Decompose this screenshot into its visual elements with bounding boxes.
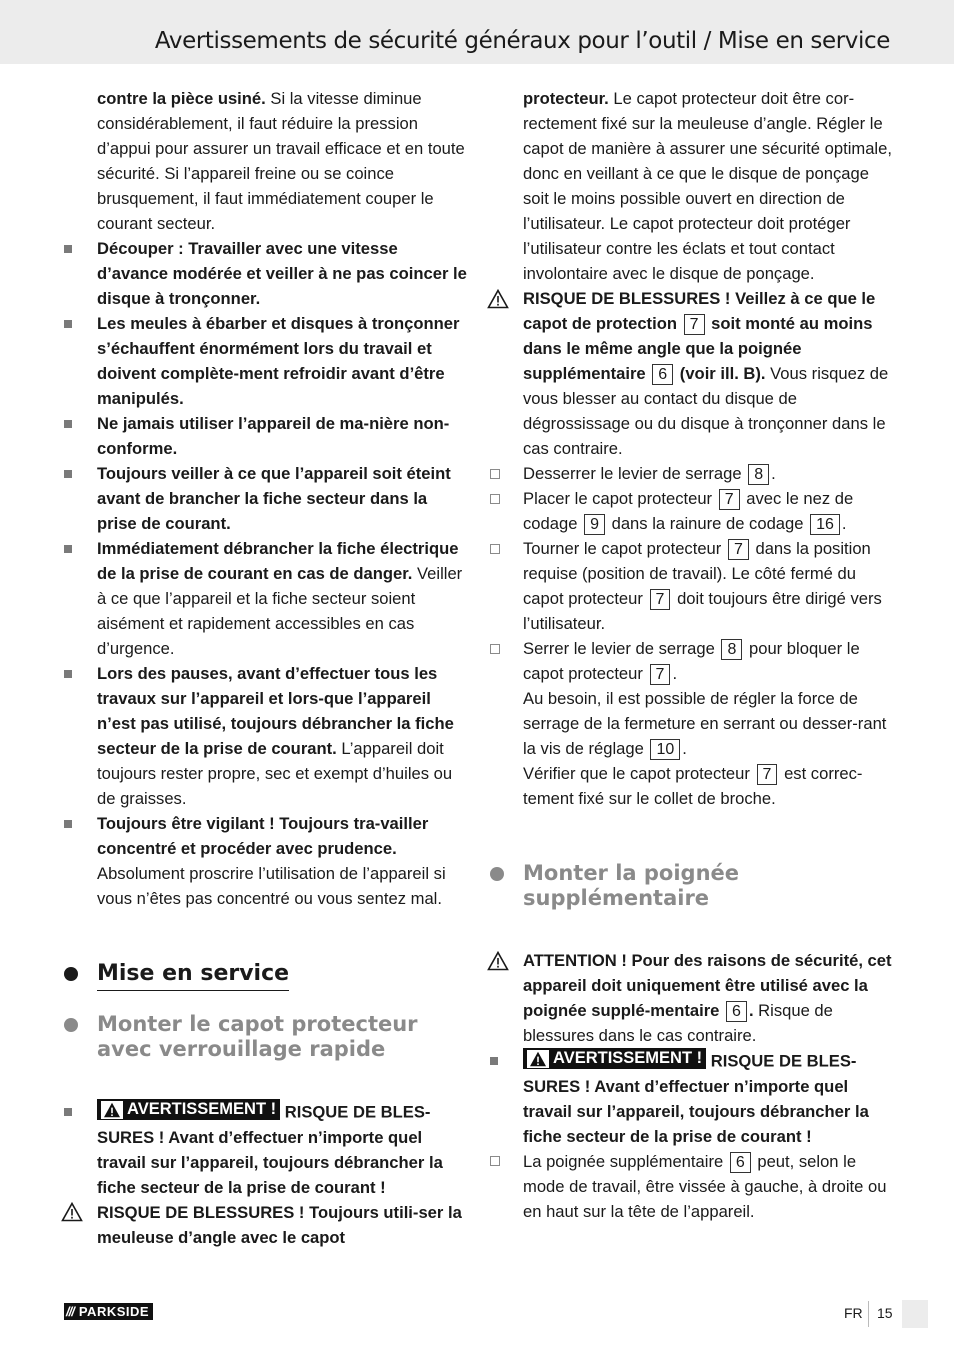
body-text: pour bloquer le capot protecteur — [523, 639, 860, 683]
bold-text: Immédiatement débrancher la fiche électrique de la prise de courant en cas de danger. — [97, 539, 459, 583]
warning-item — [61, 1099, 471, 1200]
badge-label: AVERTISSEMENT ! — [127, 1100, 277, 1118]
logo-slashes: /// — [66, 1304, 74, 1319]
part-reference: 6 — [652, 364, 673, 385]
bullet-item — [61, 311, 471, 411]
part-reference: 6 — [730, 1152, 751, 1173]
part-reference: 6 — [726, 1001, 747, 1022]
footer-tab-marker — [902, 1300, 928, 1328]
bold-text: contre la pièce usiné. — [97, 89, 266, 108]
bold-text: RISQUE DE BLESSURES ! Veillez à ce que le capot de protection — [523, 289, 876, 333]
bold-text: RISQUE DE BLES-SURES ! Avant d’effectuer n’importe quel travail sur l’appareil, toujours débrancher la fiche secteur de la prise de courant ! — [523, 1051, 869, 1146]
square-bullet-icon — [490, 1057, 498, 1065]
left-column — [61, 86, 471, 1250]
body-text: avec le nez de codage — [523, 489, 854, 533]
body-text: dans la rainure de codage — [606, 514, 804, 533]
body-text: Risque de blessures dans le cas contraire. — [523, 1001, 833, 1045]
right-column — [487, 86, 897, 1224]
checkbox-step-icon — [490, 494, 500, 504]
bold-text: Toujours veiller à ce que l’appareil soit éteint avant de brancher la fiche secteur dans la prise de courant. — [97, 464, 451, 533]
body-text: Desserrer le levier de serrage — [523, 464, 742, 483]
step-item — [487, 486, 897, 536]
body-text: Placer le capot protecteur — [523, 489, 713, 508]
body-text: Serrer le levier de serrage — [523, 639, 715, 658]
square-bullet-icon — [64, 245, 72, 253]
body-text: . — [771, 464, 776, 483]
square-bullet-icon — [64, 420, 72, 428]
warning-item — [487, 286, 897, 461]
part-reference: 16 — [810, 514, 840, 535]
warning-triangle-icon — [487, 289, 509, 309]
bold-text: Découper : Travailler avec une vitesse d’avance modérée et veiller à ne pas coincer le disque à tronçonner. — [97, 239, 467, 308]
body-text: Vérifier que le capot protecteur — [523, 764, 750, 783]
bold-text: (voir ill. B). — [675, 364, 766, 383]
bold-text: protecteur. — [523, 89, 609, 108]
page-number: 15 — [877, 1305, 893, 1321]
body-text: Au besoin, il est possible de régler la force de serrage de la fermeture en serrant ou desser-rant la vis de réglage — [523, 689, 887, 758]
bold-text: Toujours être vigilant ! Toujours tra-vailler concentré et procéder avec prudence. — [97, 814, 429, 858]
circle-bullet-icon — [64, 967, 78, 981]
heading-text: Monter le capot protecteur avec verrouillage rapide — [97, 1012, 418, 1061]
warning-item — [61, 1200, 471, 1250]
warning-badge — [97, 1099, 280, 1120]
part-reference: 7 — [684, 314, 705, 335]
bullet-item — [61, 461, 471, 536]
body-text: Vous risquez de vous blesser au contact du disque de dégrossissage ou du disque à tronçonner dans le cas contraire. — [523, 364, 889, 458]
warning-item — [487, 1048, 897, 1149]
body-text: . — [841, 514, 847, 533]
warning-badge — [523, 1048, 706, 1069]
body-text: Absolument proscrire l’utilisation de l’appareil si vous n’êtes pas concentré ou vous sentez mal. — [97, 864, 446, 908]
warning-triangle-icon — [529, 1051, 547, 1067]
part-reference: 8 — [748, 464, 769, 485]
bold-text: RISQUE DE BLESSURES ! Toujours utili-ser la meuleuse d’angle avec le capot — [97, 1202, 462, 1247]
checkbox-step-icon — [490, 644, 500, 654]
warning-triangle-icon — [487, 951, 509, 971]
bullet-item — [61, 411, 471, 461]
brand-name: PARKSIDE — [78, 1304, 150, 1319]
bullet-item — [61, 236, 471, 311]
step-item — [487, 536, 897, 636]
body-text: . — [672, 664, 678, 683]
square-bullet-icon — [64, 1108, 72, 1116]
section-heading-mise-en-service — [61, 961, 471, 991]
paragraph-continued — [487, 86, 897, 286]
bold-text: . — [748, 1001, 754, 1020]
square-bullet-icon — [64, 545, 72, 553]
warning-triangle-icon — [61, 1202, 83, 1222]
bold-text: Les meules à ébarber et disques à tronçonner s’échauffent énormément lors du travail et doivent complète-ment refroidir avant d’être manipulés. — [97, 314, 460, 408]
bold-text: Ne jamais utiliser l’appareil de ma-nière non-conforme. — [97, 414, 450, 458]
square-bullet-icon — [64, 320, 72, 328]
warning-triangle-icon — [103, 1102, 121, 1118]
step-item — [487, 461, 897, 486]
bold-text: ATTENTION ! Pour des raisons de sécurité, cet appareil doit uniquement être utilisé avec la poignée supplé-mentaire — [523, 951, 892, 1020]
part-reference: 10 — [650, 739, 680, 760]
part-reference: 7 — [650, 589, 671, 610]
bold-text: Lors des pauses, avant d’effectuer tous les travaux sur l’appareil et lors-que l’appareil n’est pas utilisé, toujours débrancher la fiche secteur de la prise de courant. — [97, 664, 454, 758]
checkbox-step-icon — [490, 544, 500, 554]
badge-label: AVERTISSEMENT ! — [553, 1049, 703, 1067]
square-bullet-icon — [64, 670, 72, 678]
bold-text: RISQUE DE BLES-SURES ! Avant d’effectuer n’importe quel travail sur l’appareil, toujours débrancher la fiche secteur de la prise de courant ! — [97, 1102, 443, 1197]
warning-item — [487, 948, 897, 1048]
step-item — [487, 636, 897, 811]
body-text: . — [682, 739, 687, 758]
subsection-heading-capot — [61, 1012, 471, 1062]
bullet-item — [61, 661, 471, 811]
step-item — [487, 1149, 897, 1224]
checkbox-step-icon — [490, 1156, 500, 1166]
brand-logo — [64, 1303, 153, 1320]
footer-divider — [868, 1301, 869, 1327]
paragraph-continued — [61, 86, 471, 236]
bullet-item — [61, 536, 471, 661]
body-text: L’appareil doit toujours rester propre, sec et exempt d’huiles ou de graisses. — [97, 739, 453, 808]
heading-text: Monter la poignée supplémentaire — [523, 861, 740, 910]
subsection-heading-poignee — [487, 861, 897, 911]
circle-bullet-icon — [490, 867, 504, 881]
bold-text: soit monté au moins dans le même angle que la poignée supplémentaire — [523, 314, 873, 383]
page-title: Avertissements de sécurité généraux pour l’outil / Mise en service — [154, 28, 890, 54]
body-text: dans la position requise (position de travail). Le côté fermé du capot protecteur — [523, 539, 871, 608]
body-text: Si la vitesse diminue considérablement, il faut réduire la pression d’appui pour assurer un travail efficace et en toute sécurité. Si l’appareil freine ou se coince brusquement, il faut immédiatement couper le courant secteur. — [97, 89, 465, 233]
part-reference: 7 — [757, 764, 778, 785]
body-text: peut, selon le mode de travail, être vissée à gauche, à droite ou en haut sur la tête de l’appareil. — [523, 1151, 887, 1221]
body-text: Tourner le capot protecteur — [523, 539, 722, 558]
part-reference: 7 — [650, 664, 671, 685]
bullet-item — [61, 811, 471, 911]
heading-text: Mise en service — [97, 961, 289, 991]
circle-bullet-icon — [64, 1018, 78, 1032]
body-text: est correc-tement fixé sur le collet de broche. — [523, 764, 863, 808]
part-reference: 7 — [719, 489, 740, 510]
square-bullet-icon — [64, 470, 72, 478]
square-bullet-icon — [64, 820, 72, 828]
body-text: Veiller à ce que l’appareil et la fiche secteur soient aisément et rapidement accessibles en cas d’urgence. — [97, 564, 463, 658]
part-reference: 8 — [721, 639, 742, 660]
body-text: La poignée supplémentaire — [523, 1151, 724, 1171]
language-code: FR — [844, 1305, 863, 1321]
body-text: doit toujours être dirigé vers l’utilisateur. — [523, 589, 882, 633]
part-reference: 7 — [728, 539, 749, 560]
checkbox-step-icon — [490, 469, 500, 479]
part-reference: 9 — [584, 514, 605, 535]
body-text: Le capot protecteur doit être cor-rectement fixé sur la meuleuse d’angle. Régler le capot de manière à assurer une sécurité optimale, donc en veillant à ce que le disque de ponçage soit le moins possible ouvert en direction de l’utilisateur. Le capot protecteur doit protéger l’utilisateur contre les éclats et tout contact involontaire avec le disque de ponçage. — [523, 89, 892, 283]
